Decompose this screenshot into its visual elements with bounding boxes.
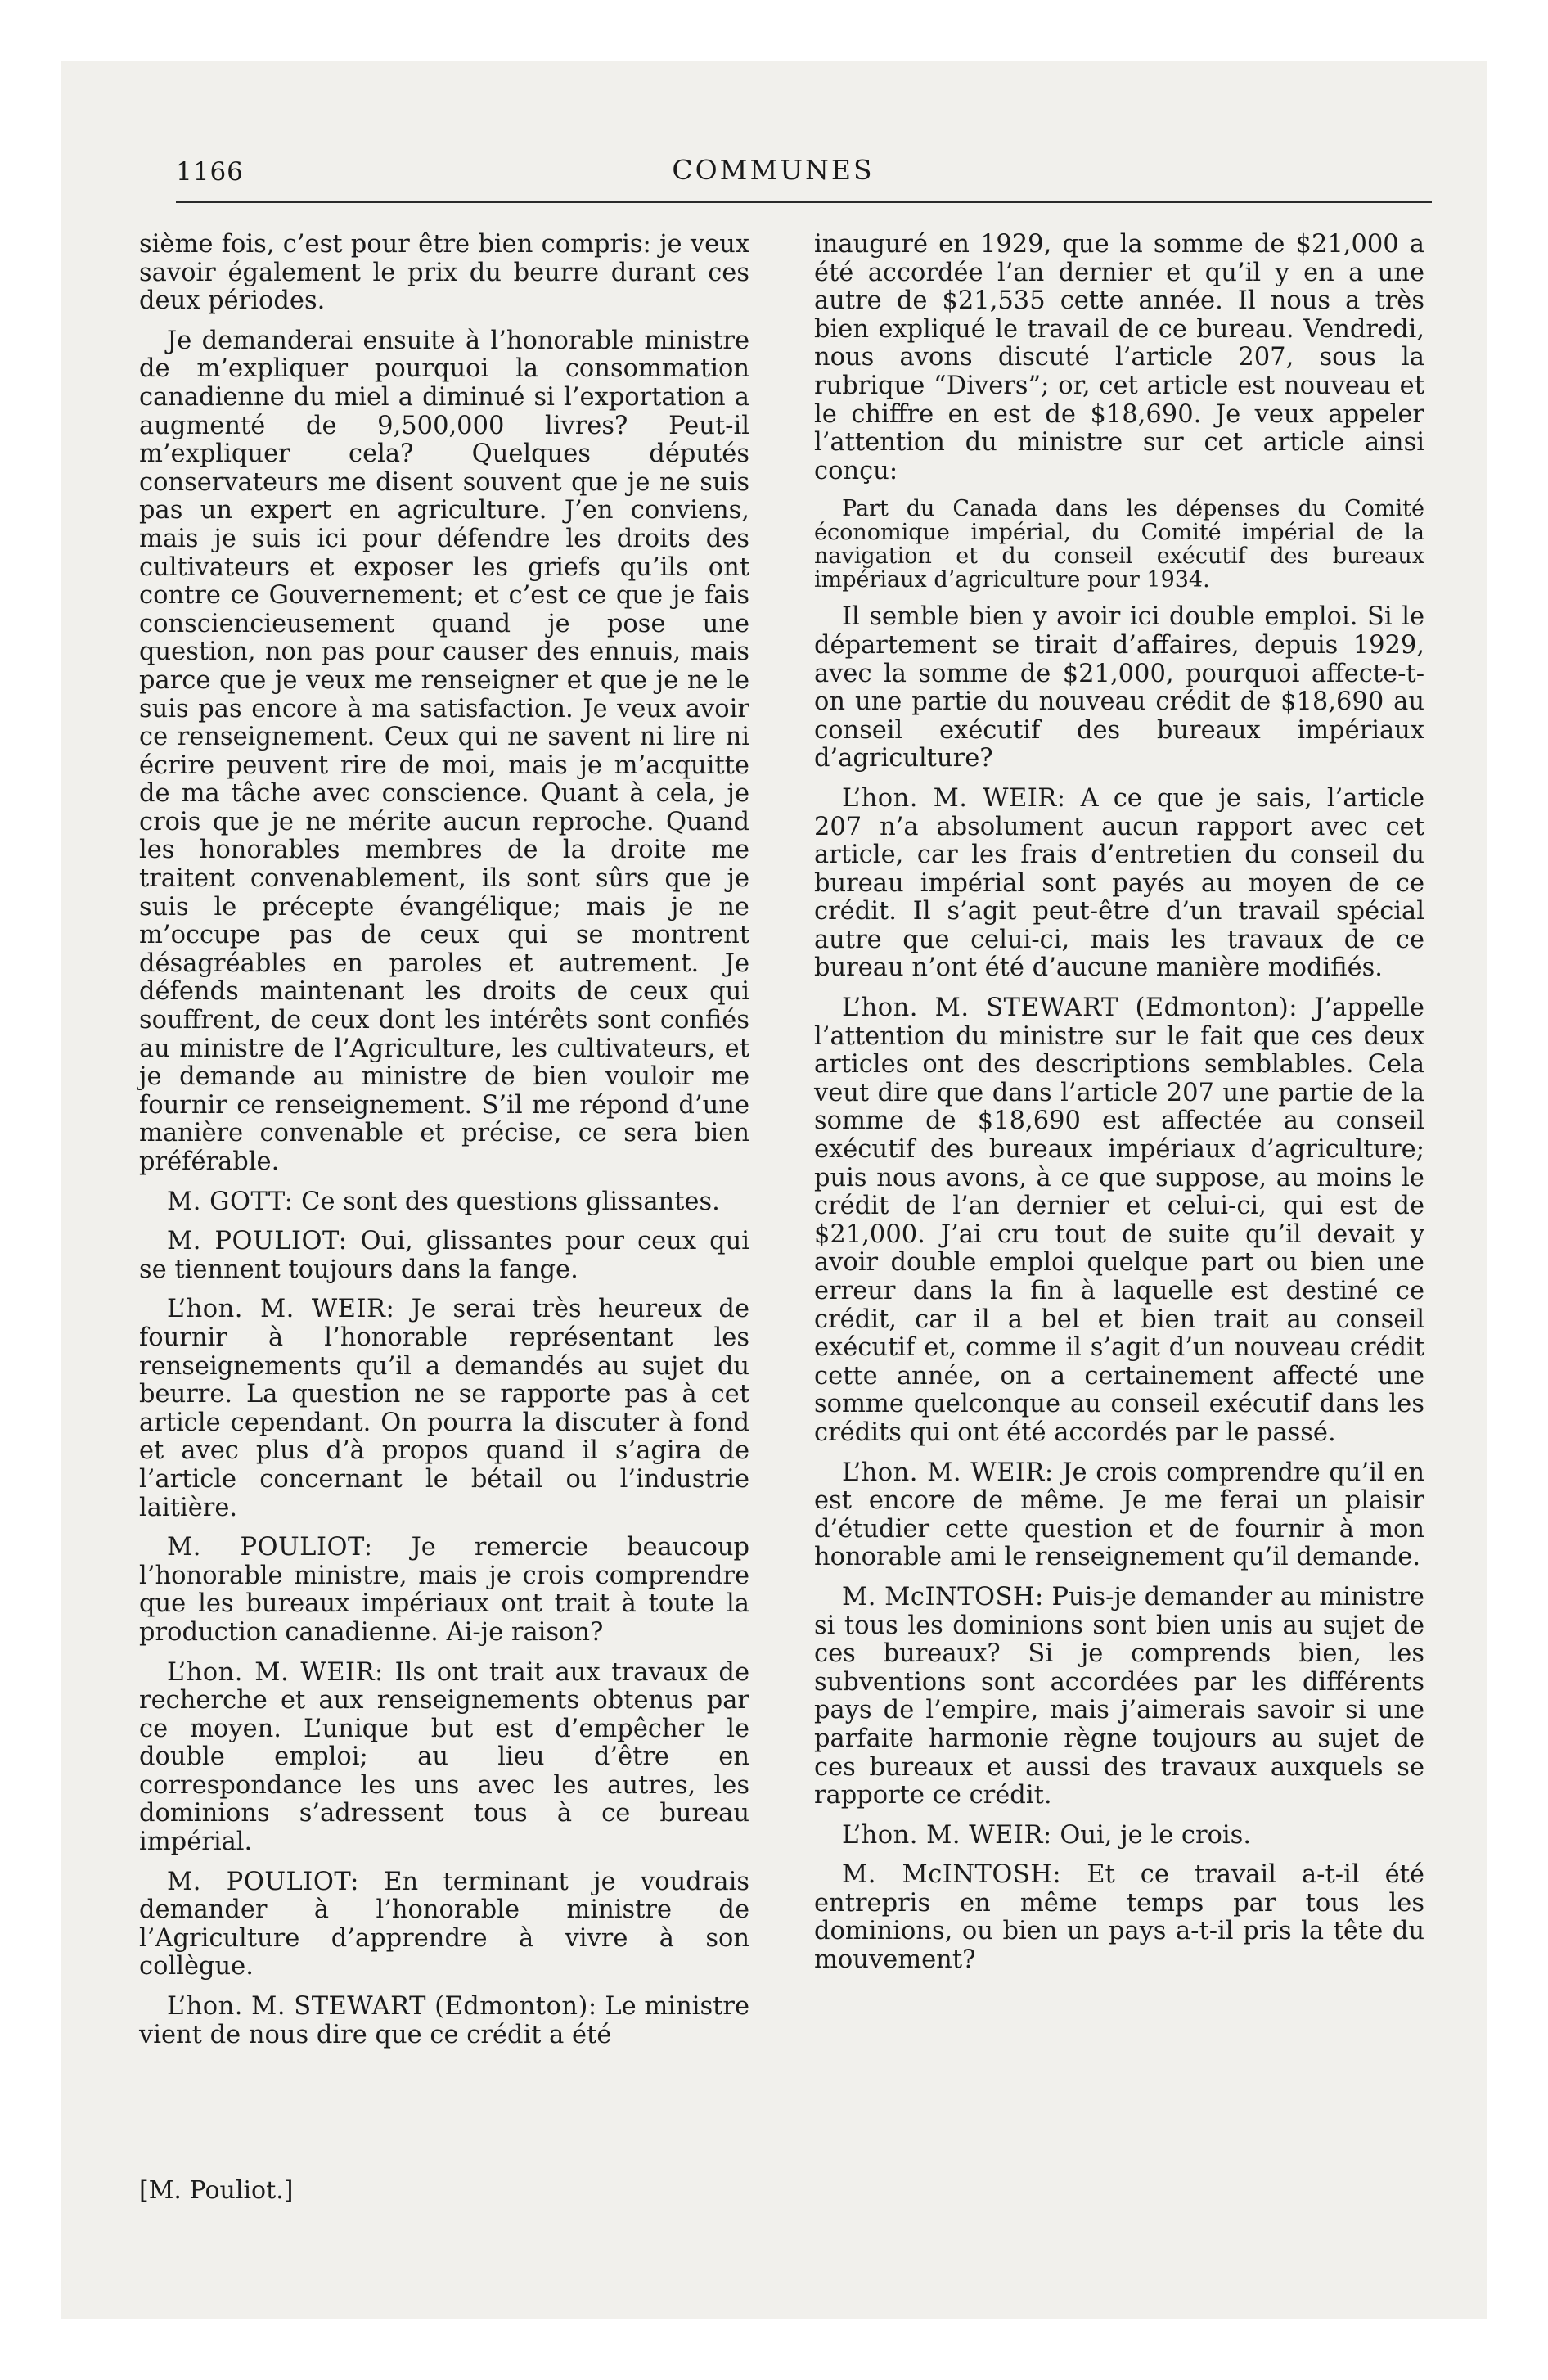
speaker-name: L’hon. M. WEIR: (842, 1458, 1054, 1487)
paragraph-text: Puis-je demander au ministre si tous les dominions sont bien unis au sujet de ces bureaux? Si je comprends bien, les subventions sont accordées par les différents pays de l’empire, mais j’aimerais savoir si une parfaite harmonie règne toujours au sujet de ces bureaux et aussi des travaux auxquels se rapporte ce crédit. (814, 1582, 1424, 1810)
speech-paragraph (814, 1822, 1424, 1850)
speaker-name: M. POULIOT: (167, 1867, 359, 1896)
speech-paragraph (814, 1584, 1424, 1810)
page-number: 1166 (176, 157, 244, 187)
paragraph-text: Oui, glissantes pour ceux qui se tiennent toujours dans la fange. (139, 1227, 749, 1284)
quoted-item (814, 497, 1424, 592)
speaker-name: L’hon. M. WEIR: (842, 1820, 1052, 1850)
paragraph (139, 327, 749, 1177)
paragraph (814, 231, 1424, 485)
speaker-name: L’hon. M. WEIR: (167, 1295, 395, 1324)
speaker-name: L’hon. M. WEIR: (167, 1657, 384, 1687)
header-rule (176, 201, 1432, 203)
speech-paragraph (139, 1868, 749, 1981)
speaker-name: M. POULIOT: (167, 1533, 373, 1562)
paragraph-text: Part du Canada dans les dépenses du Comité économique impérial, du Comité impérial de la navigation et du conseil exécutif des bureaux impériaux d’agriculture pour 1934. (814, 496, 1424, 593)
paragraph-text: En terminant je voudrais demander à l’honorable ministre de l’Agriculture d’apprendre à vivre à son collègue. (139, 1867, 749, 1981)
speech-paragraph (139, 1296, 749, 1522)
paragraph-text: sième fois, c’est pour être bien compris: je veux savoir également le prix du beurre durant ces deux périodes. (139, 230, 749, 316)
speaker-name: L’hon. M. STEWART (Edmonton): (167, 1992, 597, 2022)
speech-paragraph (814, 785, 1424, 983)
speech-paragraph (814, 994, 1424, 1448)
paragraph-text: Ce sont des questions glissantes. (301, 1187, 720, 1216)
paragraph-text: Je demanderai ensuite à l’honorable ministre de m’expliquer pourquoi la consommation canadienne du miel a diminué si l’exportation a augmenté de 9,500,000 livres? Peut-il m’expliquer cela? Quelques députés conservateurs me disent souvent que je ne suis pas un expert en agriculture. J’en conviens, mais je suis ici pour défendre les droits des cultivateurs et exposer les griefs qu’ils ont contre ce Gouvernement; et c’est ce que je fais consciencieusement quand je pose une question, non pas pour causer des ennuis, mais parce que je veux me renseigner et que je ne le suis pas encore à ma satisfaction. Je veux avoir ce renseignement. Ceux qui ne savent ni lire ni écrire peuvent rire de moi, mais je m’acquitte de ma tâche avec conscience. Quant à cela, je crois que je ne mérite aucun reproche. Quand les honorables membres de la droite me traitent convenablement, ils sont sûrs que je suis le précepte évangélique; mais je ne m’occupe pas de ceux qui se montrent désagréables en paroles et autrement. Je défends maintenant les droits de ceux qui souffrent, de ceux dont les intérêts sont confiés au ministre de l’Agriculture, les cultivateurs, et je demande au ministre de bien vouloir me fournir ce renseignement. S’il me répond d’une manière convenable et précise, ce sera bien préférable. (139, 326, 749, 1176)
left-column (139, 231, 749, 2061)
paragraph-text: Oui, je le crois. (1060, 1820, 1252, 1850)
speech-paragraph (139, 1659, 749, 1857)
paragraph-text: Je serai très heureux de fournir à l’honorable représentant les renseignements qu’il a demandés au sujet du beurre. La question ne se rapporte pas à cet article cependant. On pourra la discuter à fond et avec plus d’à propos quand il s’agira de l’article concernant le bétail ou l’industrie laitière. (139, 1295, 749, 1522)
speaker-name: M. McINTOSH: (842, 1860, 1062, 1890)
speaker-name: M. POULIOT: (167, 1227, 348, 1256)
paragraph-text: Je crois comprendre qu’il en est encore de même. Je me ferai un plaisir d’étudier cette question et de fournir à mon honorable ami le renseignement qu’il demande. (814, 1458, 1424, 1572)
paragraph-text: Je remercie beaucoup l’honorable ministre, mais je crois comprendre que les bureaux impériaux ont trait à toute la production canadienne. Ai-je raison? (139, 1533, 749, 1647)
paragraph-text: Le ministre vient de nous dire que ce crédit a été (139, 1992, 750, 2049)
speech-paragraph (139, 1993, 749, 2049)
paragraph-text: inauguré en 1929, que la somme de $21,000 a été accordée l’an dernier et qu’il y en a une autre de $21,535 cette année. Il nous a très bien expliqué le travail de ce bureau. Vendredi, nous avons discuté l’article 207, sous la rubrique “Divers”; or, cet article est nouveau et le chiffre en est de $18,690. Je veux appeler l’attention du ministre sur cet article ainsi conçu: (814, 230, 1424, 485)
speaker-name: L’hon. M. STEWART (Edmonton): (842, 994, 1298, 1023)
speech-paragraph (814, 1459, 1424, 1572)
paragraph-text: Ils ont trait aux travaux de recherche et aux renseignements obtenus par ce moyen. L’unique but est d’empêcher le double emploi; au lieu d’être en correspondance les uns avec les autres, les dominions s’adressent tous à ce bureau impérial. (139, 1657, 750, 1857)
speech-paragraph (814, 1861, 1424, 1974)
speech-paragraph (139, 1534, 749, 1647)
speech-paragraph (139, 1188, 749, 1217)
speaker-name: L’hon. M. WEIR: (842, 783, 1066, 813)
footer-note: [M. Pouliot.] (139, 2176, 294, 2205)
right-column (814, 231, 1424, 1986)
speaker-name: M. GOTT: (167, 1187, 294, 1216)
running-head: COMMUNES (672, 154, 875, 186)
paragraph (814, 603, 1424, 773)
paragraph-text: Et ce travail a-t-il été entrepris en même temps par tous les dominions, ou bien un pays a-t-il pris la tête du mouvement? (814, 1860, 1424, 1975)
paragraph-text: Il semble bien y avoir ici double emploi. Si le département se tirait d’affaires, depuis 1929, avec la somme de $21,000, pourquoi affecte-t-on une partie du nouveau crédit de $18,690 au conseil exécutif des bureaux impériaux d’agriculture? (814, 602, 1424, 773)
paragraph-text: J’appelle l’attention du ministre sur le fait que ces deux articles ont des descriptions semblables. Cela veut dire que dans l’article 207 une partie de la somme de $18,690 est affectée au conseil exécutif des bureaux impériaux d’agriculture; puis nous avons, à ce que suppose, au moins le crédit de l’an dernier et celui-ci, qui est de $21,000. J’ai cru tout de suite qu’il devait y avoir double emploi quelque part ou bien une erreur dans la fin à laquelle est destiné ce crédit, car il a bel et bien trait au conseil exécutif et, comme il s’agit d’un nouveau crédit cette année, on a certainement affecté une somme quelconque au conseil exécutif dans les crédits qui ont été accordés par le passé. (814, 994, 1424, 1447)
paragraph-text: A ce que je sais, l’article 207 n’a absolument aucun rapport avec cet article, car les frais d’entretien du conseil du bureau impérial sont payés au moyen de ce crédit. Il s’agit peut-être d’un travail spécial autre que celui-ci, mais les travaux de ce bureau n’ont été d’aucune manière modifiés. (814, 783, 1424, 983)
paragraph (139, 231, 749, 316)
speaker-name: M. McINTOSH: (842, 1582, 1044, 1611)
speech-paragraph (139, 1228, 749, 1284)
page-header (115, 146, 1432, 195)
